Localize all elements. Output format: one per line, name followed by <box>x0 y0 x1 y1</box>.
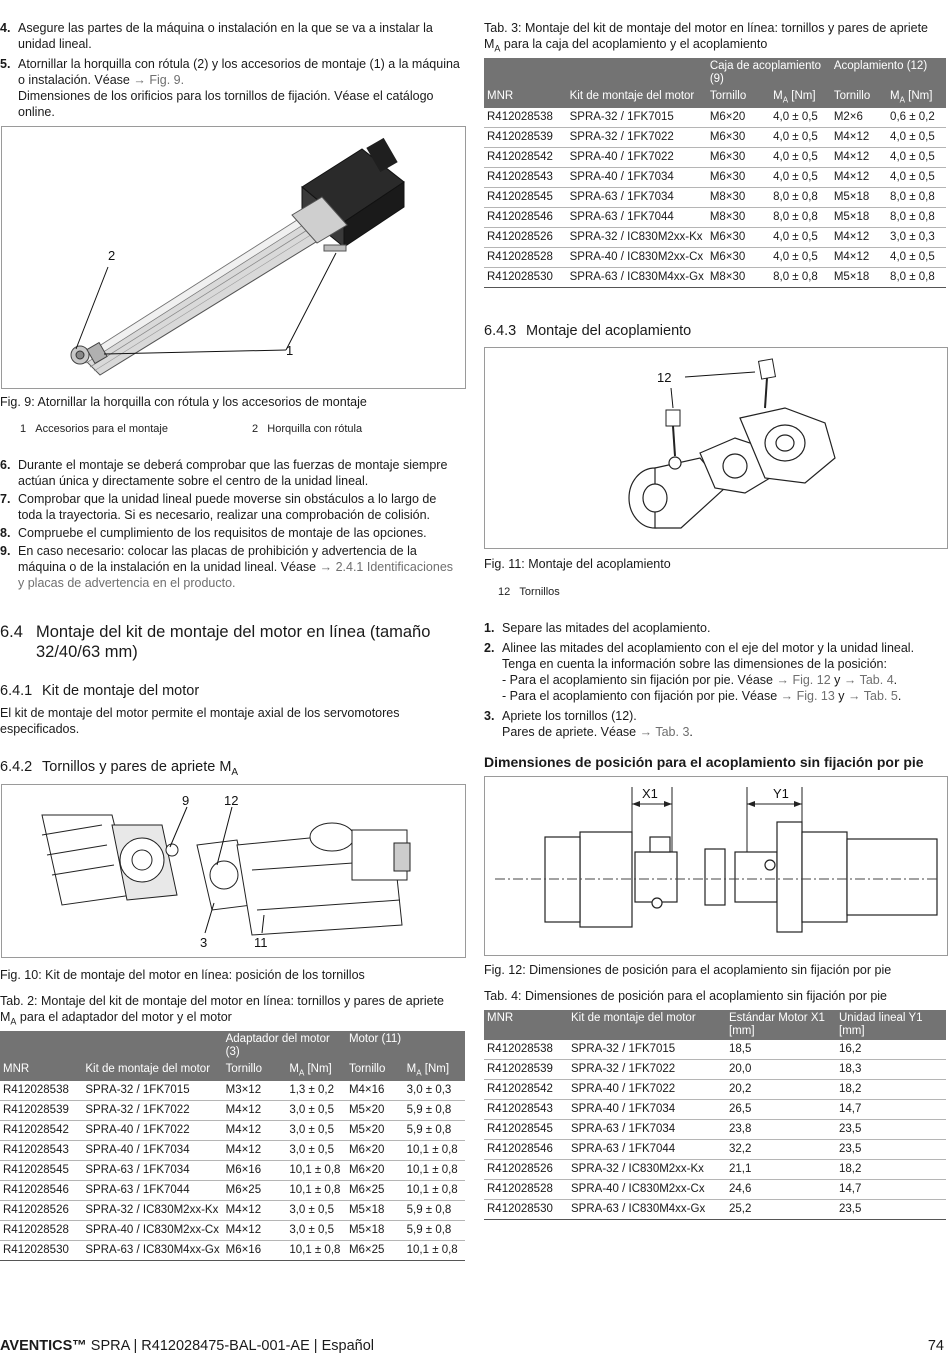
table-cell: 8,0 ± 0,8 <box>887 208 946 228</box>
table-cell: 0,6 ± 0,2 <box>887 108 946 128</box>
table-cell: R412028530 <box>484 268 567 288</box>
table-cell: SPRA-32 / 1FK7022 <box>568 1060 726 1080</box>
table-cell: SPRA-40 / 1FK7022 <box>82 1121 222 1141</box>
tab2-h-kit: Kit de montaje del motor <box>82 1061 222 1081</box>
table-cell: 18,3 <box>836 1060 946 1080</box>
tab3-caption: Tab. 3: Montaje del kit de montaje del motor en línea: tornillos y pares de apriete $M_A$ para la caja del acoplamiento y el acoplamiento <box>484 21 929 54</box>
table-cell: 3,0 ± 0,5 <box>286 1101 346 1121</box>
fig12-caption: Fig. 12: Dimensiones de posición para el acoplamiento sin fijación por pie <box>484 963 892 977</box>
table-cell: M6×25 <box>346 1181 404 1201</box>
linear-unit-drawing <box>2 127 465 388</box>
table-cell: M6×25 <box>223 1181 287 1201</box>
table-cell: SPRA-40 / 1FK7034 <box>567 168 707 188</box>
table-cell: R412028543 <box>0 1141 82 1161</box>
table-row <box>484 228 946 248</box>
table-row <box>484 148 946 168</box>
table-cell: R412028546 <box>484 208 567 228</box>
table-cell: R412028526 <box>0 1201 82 1221</box>
page-number: 74 <box>927 1338 944 1354</box>
table-cell: 4,0 ± 0,5 <box>770 168 831 188</box>
table-cell: 4,0 ± 0,5 <box>887 128 946 148</box>
table-cell: 26,5 <box>726 1100 836 1120</box>
coupling-step-3: 3. Apriete los tornillos (12). Pares de apriete. Véase → Tab. 3. <box>484 709 693 739</box>
tab3-h-tornillo-1: Tornillo <box>707 88 770 108</box>
table-cell: SPRA-63 / 1FK7044 <box>82 1181 222 1201</box>
table-row <box>484 108 946 128</box>
table-cell: M4×12 <box>831 228 887 248</box>
tab4-h-kit: Kit de montaje del motor <box>568 1010 726 1040</box>
step-5: 5. Atornillar la horquilla con rótula (2) y los accesorios de montaje (1) a la máquina o instalación. Véase → Fig. 9. Dimensiones de los orificios para los tornillos de fijación. Véase el catálogo online. <box>0 57 460 119</box>
table-cell: 10,1 ± 0,8 <box>286 1181 346 1201</box>
table-cell: M6×30 <box>707 248 770 268</box>
table-cell: 21,1 <box>726 1160 836 1180</box>
coupling-step-1: 1. Separe las mitades del acoplamiento. <box>484 621 711 635</box>
table-cell: R412028542 <box>484 1080 568 1100</box>
table-cell: 14,7 <box>836 1100 946 1120</box>
tab2-h-ma-1: $M_A$ [Nm] <box>286 1061 346 1081</box>
table-cell: 8,0 ± 0,8 <box>887 188 946 208</box>
steps-coupling <box>484 620 946 740</box>
table-cell: 16,2 <box>836 1040 946 1060</box>
table-row <box>0 1201 465 1221</box>
table-row <box>484 1120 946 1140</box>
tab2-h-ma-2: $M_A$ [Nm] <box>404 1061 465 1081</box>
table-cell: M6×30 <box>707 168 770 188</box>
callout-11: 11 <box>254 935 268 950</box>
callout-12-fig11: 12 <box>657 370 672 385</box>
table-row <box>484 188 946 208</box>
table-cell: 32,2 <box>726 1140 836 1160</box>
table-cell: 5,9 ± 0,8 <box>404 1201 465 1221</box>
table-row <box>484 248 946 268</box>
footer-brand: AVENTICS™ <box>0 1338 87 1354</box>
table-cell: R412028538 <box>484 108 567 128</box>
link-2-4-1[interactable]: → 2.4.1 Identificaciones y placas de advertencia en el producto. <box>18 560 454 590</box>
section-6-4-heading: 6.4 Montaje del kit de montaje del motor en línea (tamaño 32/40/63 mm) <box>0 623 431 661</box>
table-cell: M5×18 <box>831 268 887 288</box>
table-cell: M6×25 <box>346 1241 404 1261</box>
table-cell: SPRA-32 / 1FK7022 <box>567 128 707 148</box>
table-cell: M4×12 <box>223 1221 287 1241</box>
table-cell: SPRA-63 / 1FK7044 <box>568 1140 726 1160</box>
table-cell: SPRA-40 / IC830M2xx-Cx <box>568 1180 726 1200</box>
table-cell: 4,0 ± 0,5 <box>770 228 831 248</box>
table-cell: 3,0 ± 0,5 <box>286 1121 346 1141</box>
callout-1: 1 <box>286 343 294 358</box>
table-cell: 20,2 <box>726 1080 836 1100</box>
table-row <box>484 208 946 228</box>
table-cell: M6×20 <box>707 108 770 128</box>
table-cell: R412028539 <box>484 1060 568 1080</box>
table-cell: M4×12 <box>223 1141 287 1161</box>
table-cell: 8,0 ± 0,8 <box>770 208 831 228</box>
table-cell: M4×12 <box>831 148 887 168</box>
table-cell: SPRA-40 / 1FK7022 <box>567 148 707 168</box>
table-cell: 5,9 ± 0,8 <box>404 1121 465 1141</box>
table-cell: SPRA-40 / IC830M2xx-Cx <box>82 1221 222 1241</box>
table-cell: M8×30 <box>707 208 770 228</box>
link-tab5[interactable]: → Tab. 5 <box>848 689 898 703</box>
tab3-table <box>484 58 946 288</box>
section-6-4-1-text: El kit de montaje del motor permite el montaje axial de los servomotores especificados. <box>0 706 400 736</box>
table-cell: R412028528 <box>0 1221 82 1241</box>
table-row <box>0 1141 465 1161</box>
table-cell: 25,2 <box>726 1200 836 1220</box>
tab2-h-tornillo-2: Tornillo <box>346 1061 404 1081</box>
table-cell: 20,0 <box>726 1060 836 1080</box>
footer <box>0 1338 374 1354</box>
table-cell: 4,0 ± 0,5 <box>770 148 831 168</box>
table-cell: 10,1 ± 0,8 <box>404 1161 465 1181</box>
table-cell: R412028545 <box>484 1120 568 1140</box>
table-row <box>484 1160 946 1180</box>
table-cell: R412028530 <box>484 1200 568 1220</box>
table-cell: M4×12 <box>223 1201 287 1221</box>
table-cell: M4×12 <box>831 168 887 188</box>
tab4-h-x1: Estándar Motor X1 [mm] <box>726 1010 836 1040</box>
tab4-h-y1: Unidad lineal Y1 [mm] <box>836 1010 946 1040</box>
table-cell: M6×30 <box>707 148 770 168</box>
table-row <box>484 1180 946 1200</box>
table-cell: R412028530 <box>0 1241 82 1261</box>
link-fig9[interactable]: → Fig. 9. <box>133 73 185 87</box>
table-cell: R412028526 <box>484 1160 568 1180</box>
tab2-h-tornillo-1: Tornillo <box>223 1061 287 1081</box>
table-cell: R412028538 <box>0 1081 82 1101</box>
table-row <box>484 1140 946 1160</box>
table-cell: 10,1 ± 0,8 <box>286 1161 346 1181</box>
table-row <box>484 268 946 288</box>
table-cell: 10,1 ± 0,8 <box>404 1181 465 1201</box>
table-cell: M6×16 <box>223 1161 287 1181</box>
table-row <box>484 1080 946 1100</box>
table-cell: R412028546 <box>0 1181 82 1201</box>
table-row <box>0 1161 465 1181</box>
table-cell: 18,2 <box>836 1080 946 1100</box>
section-6-4-2-heading: 6.4.2 Tornillos y pares de apriete $M_A$ <box>0 759 239 778</box>
tab2-group-adapter: Adaptador del motor (3) <box>223 1031 346 1061</box>
table-cell: 5,9 ± 0,8 <box>404 1221 465 1241</box>
callout-3: 3 <box>200 935 208 950</box>
table-cell: SPRA-32 / IC830M2xx-Kx <box>568 1160 726 1180</box>
table-cell: 18,2 <box>836 1160 946 1180</box>
table-cell: R412028528 <box>484 1180 568 1200</box>
step-9: 9. En caso necesario: colocar las placas de prohibición y advertencia de la máquina o de la instalación en la unidad lineal. Véase → 2.4.1 Identificaciones y placas de advertencia en el producto. <box>0 544 454 590</box>
table-cell: SPRA-32 / 1FK7015 <box>82 1081 222 1101</box>
table-cell: M8×30 <box>707 268 770 288</box>
section-6-4-3-heading: 6.4.3 Montaje del acoplamiento <box>484 323 692 339</box>
fig11-image <box>484 347 948 549</box>
table-cell: 3,0 ± 0,5 <box>286 1201 346 1221</box>
table-row <box>0 1241 465 1261</box>
table-cell: M2×6 <box>831 108 887 128</box>
tab4-h-mnr: MNR <box>484 1010 568 1040</box>
tab2-h-mnr: MNR <box>0 1061 82 1081</box>
table-cell: SPRA-63 / 1FK7034 <box>567 188 707 208</box>
table-cell: 3,0 ± 0,3 <box>404 1081 465 1101</box>
table-cell: 24,6 <box>726 1180 836 1200</box>
table-cell: 23,8 <box>726 1120 836 1140</box>
tab2-table <box>0 1031 465 1261</box>
table-cell: R412028545 <box>0 1161 82 1181</box>
table-row <box>484 1060 946 1080</box>
table-cell: SPRA-63 / IC830M4xx-Gx <box>568 1200 726 1220</box>
table-cell: 3,0 ± 0,5 <box>286 1221 346 1241</box>
callout-9: 9 <box>182 793 190 808</box>
table-row <box>0 1181 465 1201</box>
table-cell: 4,0 ± 0,5 <box>770 128 831 148</box>
table-row <box>0 1121 465 1141</box>
table-cell: M5×18 <box>346 1221 404 1241</box>
table-cell: M6×16 <box>223 1241 287 1261</box>
fig12-image <box>484 776 948 956</box>
table-cell: M4×16 <box>346 1081 404 1101</box>
callout-12: 12 <box>224 793 239 808</box>
fig11-caption: Fig. 11: Montaje del acoplamiento <box>484 557 671 571</box>
link-tab3[interactable]: → Tab. 3 <box>639 725 690 739</box>
table-row <box>0 1081 465 1101</box>
step-6: 6. Durante el montaje se deberá comprobar que las fuerzas de montaje siempre actúan única y directamente sobre el centro de la unidad lineal. <box>0 458 448 488</box>
table-cell: 5,9 ± 0,8 <box>404 1101 465 1121</box>
table-cell: 23,5 <box>836 1120 946 1140</box>
label-x1: X1 <box>642 786 658 801</box>
table-cell: 8,0 ± 0,8 <box>770 268 831 288</box>
table-cell: M4×12 <box>831 248 887 268</box>
table-cell: M4×12 <box>223 1101 287 1121</box>
table-cell: SPRA-63 / IC830M4xx-Gx <box>567 268 707 288</box>
section-6-4-1-heading: 6.4.1 Kit de montaje del motor <box>0 683 200 699</box>
link-fig13[interactable]: → Fig. 13 <box>780 689 835 703</box>
table-cell: SPRA-32 / IC830M2xx-Kx <box>82 1201 222 1221</box>
table-cell: SPRA-32 / 1FK7015 <box>568 1040 726 1060</box>
table-cell: SPRA-40 / 1FK7034 <box>568 1100 726 1120</box>
table-cell: SPRA-32 / 1FK7015 <box>567 108 707 128</box>
table-cell: M5×18 <box>346 1201 404 1221</box>
table-cell: 4,0 ± 0,5 <box>770 108 831 128</box>
table-row <box>484 128 946 148</box>
table-cell: 8,0 ± 0,8 <box>770 188 831 208</box>
table-cell: M6×20 <box>346 1161 404 1181</box>
table-cell: SPRA-32 / 1FK7022 <box>82 1101 222 1121</box>
link-tab4[interactable]: → Tab. 4 <box>843 673 894 687</box>
table-cell: 18,5 <box>726 1040 836 1060</box>
table-cell: 3,0 ± 0,5 <box>286 1141 346 1161</box>
table-cell: SPRA-63 / 1FK7044 <box>567 208 707 228</box>
footer-text: SPRA | R412028475-BAL-001-AE | Español <box>86 1338 374 1354</box>
table-cell: SPRA-32 / IC830M2xx-Kx <box>567 228 707 248</box>
tab2-group-motor: Motor (11) <box>346 1031 465 1061</box>
table-cell: SPRA-63 / 1FK7034 <box>568 1120 726 1140</box>
table-row <box>0 1221 465 1241</box>
callout-2: 2 <box>108 248 116 263</box>
tab4-caption: Tab. 4: Dimensiones de posición para el acoplamiento sin fijación por pie <box>484 989 888 1003</box>
motor-kit-drawing <box>2 785 465 957</box>
table-cell: R412028543 <box>484 168 567 188</box>
fig10-image <box>1 784 466 958</box>
table-row <box>484 1100 946 1120</box>
table-cell: R412028543 <box>484 1100 568 1120</box>
tab4-table <box>484 1010 946 1220</box>
table-cell: R412028538 <box>484 1040 568 1060</box>
table-row <box>484 1200 946 1220</box>
table-cell: 8,0 ± 0,8 <box>887 268 946 288</box>
tab3-group-caja: Caja de acoplamiento (9) <box>707 58 831 88</box>
table-cell: 10,1 ± 0,8 <box>286 1241 346 1261</box>
fig11-legend-12: 12 Tornillos <box>498 586 560 598</box>
step-8: 8. Compruebe el cumplimiento de los requisitos de montaje de las opciones. <box>0 526 427 540</box>
table-cell: M4×12 <box>831 128 887 148</box>
table-cell: M5×18 <box>831 208 887 228</box>
steps-top <box>0 20 462 120</box>
table-cell: M8×30 <box>707 188 770 208</box>
table-cell: R412028539 <box>0 1101 82 1121</box>
fig9-caption: Fig. 9: Atornillar la horquilla con rótula y los accesorios de montaje <box>0 395 367 409</box>
table-cell: 4,0 ± 0,5 <box>887 148 946 168</box>
table-cell: R412028546 <box>484 1140 568 1160</box>
table-cell: 4,0 ± 0,5 <box>770 248 831 268</box>
table-cell: M5×18 <box>831 188 887 208</box>
table-cell: 14,7 <box>836 1180 946 1200</box>
tab3-h-ma-1: $M_A$ [Nm] <box>770 88 831 108</box>
steps-mid <box>0 457 462 591</box>
table-cell: R412028542 <box>484 148 567 168</box>
fig10-caption: Fig. 10: Kit de montaje del motor en línea: posición de los tornillos <box>0 968 365 982</box>
table-cell: M4×12 <box>223 1121 287 1141</box>
position-dimensions-drawing <box>485 777 947 955</box>
table-row <box>484 1040 946 1060</box>
table-cell: M3×12 <box>223 1081 287 1101</box>
table-cell: SPRA-40 / 1FK7022 <box>568 1080 726 1100</box>
coupling-step-2: 2. Alinee las mitades del acoplamiento con el eje del motor y la unidad lineal. Tenga en cuenta la información sobre las dimensiones de la posición: - Para el acoplamiento sin fijación por pie. Véase → Fig. 12 y → Tab. 4. - Para el acoplamiento con fijación por pie. Véase → Fig. 13 y → Tab. 5. <box>484 641 915 703</box>
tab3-h-tornillo-2: Tornillo <box>831 88 887 108</box>
table-cell: 1,3 ± 0,2 <box>286 1081 346 1101</box>
tab3-group-acoplamiento: Acoplamiento (12) <box>831 58 946 88</box>
table-cell: SPRA-40 / IC830M2xx-Cx <box>567 248 707 268</box>
fig9-legend-1: 1 Accesorios para el montaje <box>20 423 168 435</box>
table-row <box>0 1101 465 1121</box>
table-cell: M6×20 <box>346 1141 404 1161</box>
table-cell: M6×30 <box>707 228 770 248</box>
table-cell: 4,0 ± 0,5 <box>887 168 946 188</box>
step-7: 7. Comprobar que la unidad lineal puede moverse sin obstáculos a lo largo de toda la trayectoria. Si es necesario, realizar una comprobación de colisión. <box>0 492 437 522</box>
tab3-h-ma-2: $M_A$ [Nm] <box>887 88 946 108</box>
table-cell: M5×20 <box>346 1101 404 1121</box>
label-y1: Y1 <box>773 786 789 801</box>
link-fig12[interactable]: → Fig. 12 <box>776 673 831 687</box>
coupling-drawing <box>485 348 947 548</box>
tab3-h-kit: Kit de montaje del motor <box>567 88 707 108</box>
table-cell: 10,1 ± 0,8 <box>404 1141 465 1161</box>
table-cell: R412028545 <box>484 188 567 208</box>
table-cell: 23,5 <box>836 1200 946 1220</box>
table-cell: 4,0 ± 0,5 <box>887 248 946 268</box>
table-cell: R412028542 <box>0 1121 82 1141</box>
fig9-image <box>1 126 466 389</box>
table-cell: M6×30 <box>707 128 770 148</box>
table-cell: R412028539 <box>484 128 567 148</box>
table-cell: 23,5 <box>836 1140 946 1160</box>
tab3-h-mnr: MNR <box>484 88 567 108</box>
table-cell: SPRA-40 / 1FK7034 <box>82 1141 222 1161</box>
table-cell: 3,0 ± 0,3 <box>887 228 946 248</box>
table-cell: SPRA-63 / 1FK7034 <box>82 1161 222 1181</box>
table-row <box>484 168 946 188</box>
table-cell: SPRA-63 / IC830M4xx-Gx <box>82 1241 222 1261</box>
table-cell: 10,1 ± 0,8 <box>404 1241 465 1261</box>
tab2-caption: Tab. 2: Montaje del kit de montaje del motor en línea: tornillos y pares de apriete $M_A$ para el adaptador del motor y el motor <box>0 994 445 1027</box>
step-4: 4. Asegure las partes de la máquina o instalación en la que se va a instalar la unidad lineal. <box>0 21 433 51</box>
table-cell: M5×20 <box>346 1121 404 1141</box>
fig9-legend-2: 2 Horquilla con rótula <box>252 423 363 435</box>
table-cell: R412028528 <box>484 248 567 268</box>
table-cell: R412028526 <box>484 228 567 248</box>
dim-heading: Dimensiones de posición para el acoplamiento sin fijación por pie <box>484 754 924 770</box>
